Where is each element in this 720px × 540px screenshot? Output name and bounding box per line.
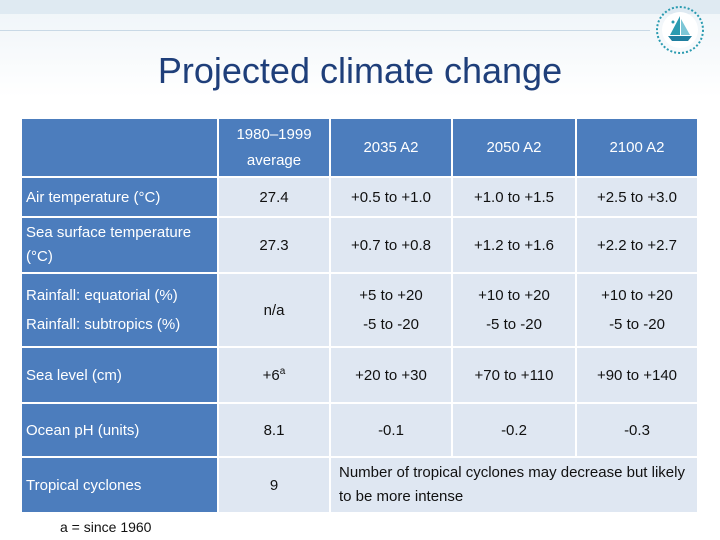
row-label-air: Air temperature (°C) <box>22 177 218 217</box>
cell-sea-2100: +90 to +140 <box>576 347 698 403</box>
table-row <box>22 347 698 403</box>
cell-ph-baseline: 8.1 <box>218 403 330 457</box>
cell-sea-baseline <box>218 347 330 403</box>
row-label-cyclones: Tropical cyclones <box>22 457 218 513</box>
cell-rain-2100 <box>576 273 698 347</box>
header-divider <box>0 30 650 31</box>
table-header-row <box>22 119 698 177</box>
row-label-sst-line1: Sea surface temperature <box>26 224 192 241</box>
table-row <box>22 457 698 513</box>
cell-sst-2035: +0.7 to +0.8 <box>330 217 452 273</box>
row-label-rainfall <box>22 273 218 347</box>
cell-ph-2100: -0.3 <box>576 403 698 457</box>
cell-cyclones-note: Number of tropical cyclones may decrease but likely to be more intense <box>330 457 698 513</box>
cell-ph-2035: -0.1 <box>330 403 452 457</box>
footnote: a = since 1960 <box>60 519 152 535</box>
header-corner-cell <box>22 119 218 177</box>
row-label-ph: Ocean pH (units) <box>22 403 218 457</box>
cell-ph-2050: -0.2 <box>452 403 576 457</box>
cell-air-2050: +1.0 to +1.5 <box>452 177 576 217</box>
cell-sst-baseline: 27.3 <box>218 217 330 273</box>
cell-air-2035: +0.5 to +1.0 <box>330 177 452 217</box>
row-label-rain-subtropics: Rainfall: subtropics (%) <box>26 316 181 333</box>
cell-rain-eq-2050: +10 to +20 <box>478 287 550 304</box>
cell-cyclones-baseline: 9 <box>218 457 330 513</box>
table-row <box>22 273 698 347</box>
row-label-sea-level: Sea level (cm) <box>22 347 218 403</box>
table-row <box>22 403 698 457</box>
header-2050: 2050 A2 <box>452 119 576 177</box>
cell-rain-baseline: n/a <box>218 273 330 347</box>
cell-rain-2035 <box>330 273 452 347</box>
cell-rain-sub-2100: -5 to -20 <box>609 316 665 333</box>
cell-rain-sub-2035: -5 to -20 <box>363 316 419 333</box>
table-row <box>22 217 698 273</box>
cell-rain-sub-2050: -5 to -20 <box>486 316 542 333</box>
cell-sea-2035: +20 to +30 <box>330 347 452 403</box>
row-label-sst-line2: (°C) <box>26 248 53 265</box>
cell-sea-baseline-footnote-mark: a <box>279 366 286 377</box>
climate-table <box>22 119 699 514</box>
header-baseline <box>218 119 330 177</box>
row-label-sst <box>22 217 218 273</box>
row-label-rain-equatorial: Rainfall: equatorial (%) <box>26 287 178 304</box>
header-baseline-label: average <box>246 151 302 169</box>
header-baseline-period: 1980–1999 <box>236 125 312 143</box>
cell-sea-baseline-value: +6 <box>262 367 280 384</box>
cell-sst-2050: +1.2 to +1.6 <box>452 217 576 273</box>
sailboat-emblem-icon <box>654 4 706 56</box>
table-row <box>22 177 698 217</box>
top-band <box>0 0 720 14</box>
cell-air-baseline: 27.4 <box>218 177 330 217</box>
cell-rain-eq-2100: +10 to +20 <box>601 287 673 304</box>
cell-sea-2050: +70 to +110 <box>452 347 576 403</box>
cell-air-2100: +2.5 to +3.0 <box>576 177 698 217</box>
cell-sst-2100: +2.2 to +2.7 <box>576 217 698 273</box>
page-title: Projected climate change <box>157 50 563 91</box>
header-2035: 2035 A2 <box>330 119 452 177</box>
cell-rain-2050 <box>452 273 576 347</box>
header-2100: 2100 A2 <box>576 119 698 177</box>
cell-rain-eq-2035: +5 to +20 <box>359 287 423 304</box>
